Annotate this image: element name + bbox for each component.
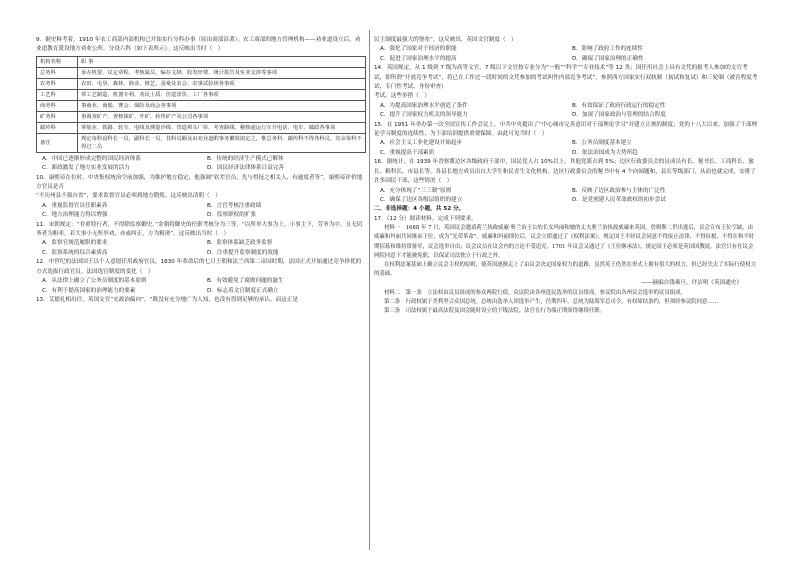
table-cell: 掌航业、铁路、轮车、电线及测量沙线、营造埠头厂库、考查路线、稽核通运行车升电话、电车、邮政各事项 <box>78 122 366 133</box>
table-row <box>37 67 366 78</box>
q11-option-c[interactable]: C．监察系统的综合素质高 <box>42 249 108 256</box>
q9-option-d[interactable]: D．国民经济法律体系日益完善 <box>207 165 285 172</box>
q9-options-row-1 <box>36 155 366 164</box>
table-cell: 覃工艺制造、机器专利、劝民土质、仿造泽货、工厂各事项 <box>78 89 366 100</box>
table-head-cell: 机构名称 <box>37 56 78 67</box>
q16-option-a[interactable]: A．充分体现了“三三制”原则 <box>380 187 452 194</box>
q10-option-b[interactable]: B．言官考核注重政绩 <box>207 202 262 209</box>
q10-stem: 10．康熙帝在位时，中央集权统治空前加强，为维护地方稳定，他强调“钦差官员，先与督抚之相关人，有逾度者等”，康熙帝评价地方官员是否 <box>36 174 363 191</box>
q12-stem: 12．中世纪的法国国王以个人意愿任用政府官员，1830 年革命后的七月王朝和法兰西第二帝国时期，法国正式开始通过竞争择优的方式选拔行政官员。法国选官制度的变化（ ） <box>36 259 362 275</box>
table-row <box>37 122 366 133</box>
q13-options-row-1 <box>374 45 758 54</box>
q16-option-c[interactable]: C．确保了边区各级层组织的建立 <box>380 196 463 203</box>
q10-option-c[interactable]: C．地方治理能力得以增强 <box>42 212 108 219</box>
q11-options-row-2 <box>36 249 366 258</box>
q16-option-d[interactable]: D．是党创建人民革命政权的初步尝试 <box>572 196 666 203</box>
table-row <box>37 111 366 122</box>
q14-options-row-2 <box>374 111 758 120</box>
table-cell: 总务科 <box>37 67 78 78</box>
q15-option-d[interactable]: D．依法治国成为大势所趋 <box>572 149 638 156</box>
table-cell: 备注 <box>37 133 78 152</box>
q12-option-d[interactable]: D．标志着文官制度正式确立 <box>207 287 279 294</box>
q12-options-row-1 <box>36 277 366 286</box>
table-cell: 农田、屯垦、森林、渔业、树艺、蚕桑及农会、农事试验场各事项 <box>78 78 366 89</box>
q14-option-d[interactable]: D．加深了国家政治与管理的结合程度 <box>572 112 666 119</box>
table-cell: 事调查矿产、查核探矿、开矿、转售矿产及公司各事项 <box>78 111 366 122</box>
q13-option-c[interactable]: C．促进了国家治理水平的提高 <box>380 55 457 62</box>
q12-option-c[interactable]: C．有利于提高国家的治理能力的要素 <box>42 287 136 294</box>
q13-option-a[interactable]: A．强化了国家对于经济的职能 <box>380 46 457 53</box>
q13-options-row-2 <box>374 55 758 64</box>
q12-option-a[interactable]: A．从法律上确立了公务员制度的基本原则 <box>42 278 147 285</box>
q16-options-row-2 <box>374 196 758 205</box>
q17-material-1: 材料一 1688 年 7 月，英国议会邀请荷兰执政威廉·奥兰治王公的长女玛丽和她的丈夫奥兰治执政威廉来英国，詹姆斯二世出逃后，议会宣布王位空缺，由威廉和玛丽共同继承王位，成为“光荣革命”。威廉和玛丽即位后，议会立即通过了《权利法案》，规定国王不经议会同意不得废止法律、不得征税、不得在和平时期招募和维持常备军，议会选举自由；议会议员在议会内的言论不受追究。1701 年议会又通过了《王位继承法》，规定国王必须是英国国教徒，法官只有在议会两院同意下才能被免职，以保证司法独立于行政之外。 <box>374 225 755 259</box>
q11-option-d[interactable]: D．注重提升监察制度的效能 <box>207 249 279 256</box>
q17-material-2-art2: 第二条 行政权属于美利坚合众国总统。总统由选举人团选举产生，任期四年。总统为陆海军总司令，有权缔结条约，但须经参议院同意…… <box>384 298 719 305</box>
q10-option-a[interactable]: A．重视监督官员任职素养 <box>42 202 108 209</box>
q15-option-c[interactable]: C．重视提高干部素质 <box>380 149 435 156</box>
table-row <box>37 100 366 111</box>
q16-stem: 16．据统计，在 1939 年晋察冀边区各级政府干部中，国民党人占 10%以上，其他党派占到 5%；边区行政委员会的员成员有长、秘书长、工商科长、旅长、粮科长，市县长等，各县长地方成员出自大学生和民青生文化机构，边区行政委员会的秘书中有 4 个向闻题和，县长等级部门，从而也就完成，安排了许多国民干部，这些情况（ ） <box>374 159 756 185</box>
section-heading: 二、非选择题：4 小题，共 52 分。 <box>374 206 465 213</box>
column-divider <box>369 30 370 550</box>
q15-option-b[interactable]: B．公务员制度基本建立 <box>572 140 632 147</box>
q10-stem-cont: “不历州县不拔台省”，要求监督官员必须到地方锻炼。这反映出清朝（ ） <box>36 193 221 200</box>
q14-stem-cont: 考试。这些举措（ ） <box>374 93 430 100</box>
q15-options-row-1 <box>374 139 758 148</box>
q15-option-a[interactable]: A．社会主义工业化建设开始起步 <box>380 140 463 147</box>
q10-option-d[interactable]: D．监察职权的扩张 <box>207 212 257 219</box>
q17-material-2-art3: 第三条 司法权属于最高法院及国会随时设立的下级法院。法官在行为端正期间得继续任职。 <box>384 308 606 315</box>
q9-options-row-2 <box>36 164 366 173</box>
table-header-row <box>37 56 366 67</box>
q16-options-row-1 <box>374 187 758 196</box>
q14-option-b[interactable]: B．有效保证了政府行政运行的稳定性 <box>572 102 666 109</box>
q11-option-a[interactable]: A．监察官规范履职的要求 <box>42 240 108 247</box>
q9-option-a[interactable]: A．中国已逐渐形成完整的国民经济体系 <box>42 155 141 162</box>
right-column <box>374 36 758 316</box>
table-cell: 农务科 <box>37 78 78 89</box>
table-cell: 工艺科 <box>37 89 78 100</box>
table-row <box>37 89 366 100</box>
q11-option-b[interactable]: B．监察体系缺乏政务监督 <box>207 240 273 247</box>
q9-option-b[interactable]: B．传统的经济生产模式已解体 <box>207 155 284 162</box>
q14-stem: 14．英国规定，从 1 级到 7 级为高等文官，7 级以下文官按专业分为“一般”“科学”“专业技术”等 12 类；国任用社会上具有文凭的报考人参加的文官考试，即所谓“开放竞争考试”，将已在工作过一段时间的文凭参加的考试叫作内部竞争考试”，参照西方国家实行双轨制（初试和复试）和三轮制（被育程度考试、专门性考试、身份审查） <box>374 65 758 91</box>
q11-options-row-1 <box>36 239 366 248</box>
q9-table <box>36 56 366 153</box>
table-cell: 承办机要、议定章程、考核属员、编存文牍、收发经费、统计报告及实业交涉等事项 <box>78 67 366 78</box>
q17-material-2: 材料二 第一条 立法权由议员组成的参众两院行使。众议院由各州选民选举的议员组成，参议院由各州议会选举的议员组成。 <box>384 289 686 296</box>
q9-stem: 9．据史料考着，1910 年农工商部内部机构已开始实行分科办事（原由商部沿袭），农工商部的地方管理机构——劝业道设立后，劝业道教育派设地方劝业公所，分设六科（如下表所示）。这反映出当时（ ） <box>36 37 361 53</box>
q11-stem: 11．宋朝规定：“非重特行者，不得除监察御史。”金朝将御史的任职考核分为三等，“以所举大事为上、小事主下，劳务为中、且无切务者为粗率，若大事小无所举劝，亦或纠正，方为粗滑”。这反映出当时（ ） <box>36 221 363 238</box>
table-cell: 矿务科 <box>37 111 78 122</box>
q17-source: ——摘编自钱乘旦、许洁明《英国通史》 <box>641 280 742 287</box>
q15-stem: 15．在 1951 年举办第一次全国宣传工作会议上，中共中央提出了“中心城市完善意识对干部理论学习”并建立正规的制度；党的十八大以来，加强了干部理论学习制度的连续性，为干部培训提供重要保障。由此可见当时（ ） <box>374 121 758 138</box>
table-row <box>37 78 366 89</box>
table-row <box>37 133 366 152</box>
table-cell: 规定每科设科长一员，副科长一员，其科员额及由劝业道酌事务繁简拟定之，惟总务科、邮传科不得各科员，其余每科不得过二员 <box>78 133 366 152</box>
q12-options-row-2 <box>36 287 366 296</box>
q17-material-1-cont: 在权利法案基础上确立议会主权的原则，使英国逐渐走上了由议会决定国家权力的道路，虽然英王仍然在形式上拥有很大的权力，但已经失去了实际行使权力的基础。 <box>374 261 756 278</box>
q13-option-b[interactable]: B．影响了政府工作的连续性 <box>572 46 643 53</box>
q9-option-c[interactable]: C．新政激发了地方实业发展的活力 <box>42 165 130 172</box>
q14-options-row-1 <box>374 102 758 111</box>
q16-option-b[interactable]: B．反映了边区政治参与主体的广泛性 <box>572 187 666 194</box>
table-cell: 商务科 <box>37 100 78 111</box>
q14-option-c[interactable]: C．提升了国家权力机关的领导能力 <box>380 112 468 119</box>
q10-options-row-2 <box>36 211 366 220</box>
q14-option-a[interactable]: A．为提高国家治理水平创造了条件 <box>380 102 468 109</box>
table-cell: 事商业、商船、赛会、保险及商会各事项 <box>78 100 366 111</box>
q13-option-d[interactable]: D．确保了国家治理的正确性 <box>572 55 644 62</box>
q12-option-b[interactable]: B．有效避免了腐败问题的滋生 <box>207 278 284 285</box>
q10-options-row-1 <box>36 202 366 211</box>
q15-options-row-2 <box>374 149 758 158</box>
q17-stem: 17．（12 分）阅读材料，完成下列要求。 <box>374 215 477 222</box>
left-column <box>36 36 366 305</box>
table-cell: 邮传科 <box>37 122 78 133</box>
table-head-cell: 职 事 <box>78 56 366 67</box>
q13-stem: 13．艾德礼相出任，英国文官“充政治偏向”，“既没有充分地广为人知，也没有得到足够的承认。而这正是 <box>36 296 298 303</box>
q13-stem-cont: 民主制度最强大的堡垒”。这反映出，英国文官制度（ ） <box>374 37 517 43</box>
